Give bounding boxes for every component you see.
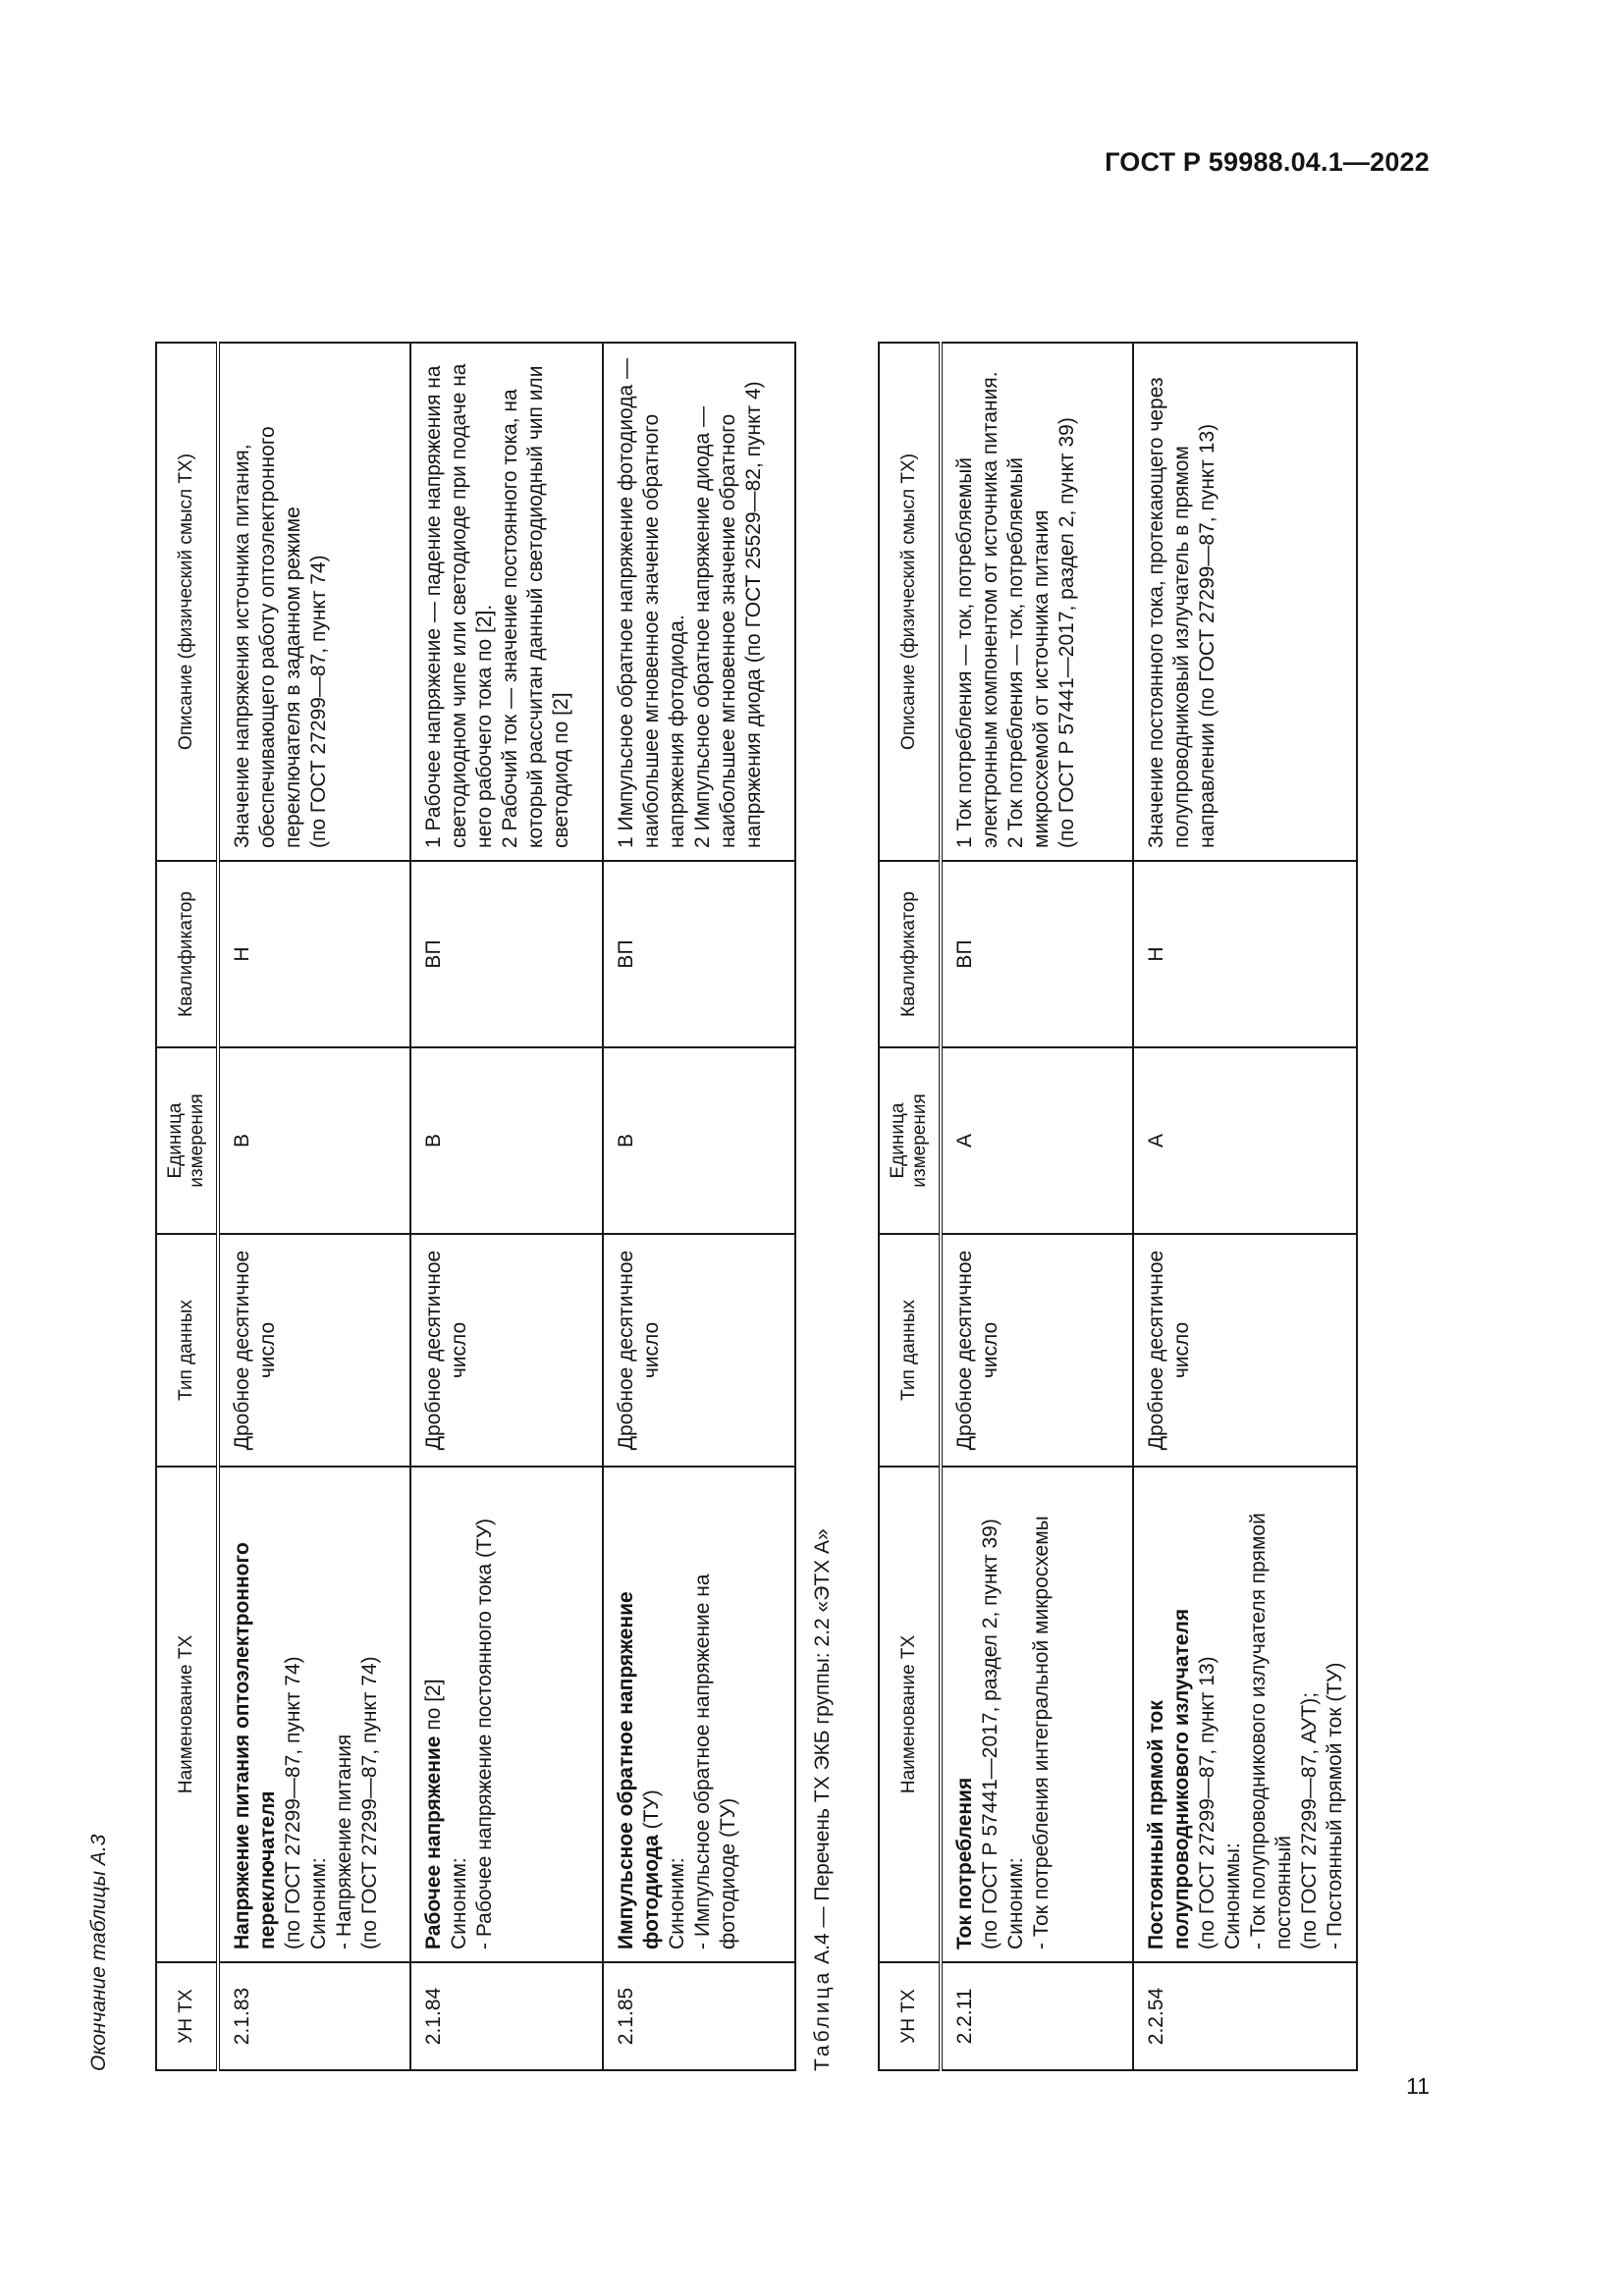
name-line: (по ГОСТ 27299—87, пункт 74) (282, 1656, 304, 1949)
table-row (410, 343, 603, 2070)
name-bold: Ток потребления (953, 1777, 976, 1949)
column-header-type: Тип данных (156, 1234, 218, 1467)
description-line: (по ГОСТ 27299—87, пункт 74) (307, 555, 330, 848)
table-a4-caption (810, 1528, 836, 2071)
cell-type: Дробное десятичное число (603, 1234, 795, 1467)
cell-unit: А (1133, 1047, 1357, 1234)
cell-unit: В (218, 1047, 410, 1234)
column-header-description: Описание (физический смысл ТХ) (879, 343, 941, 861)
name-line: - Напряжение питания (333, 1734, 355, 1949)
table-row (603, 343, 795, 2070)
name-line: Синоним: (448, 1857, 470, 1949)
table-a3-header-row (156, 343, 218, 2070)
cell-qualifier: ВП (603, 861, 795, 1047)
description-line: 1 Рабочее напряжение — падение напряжения на светодиодном чипе или светодиоде при подаче на него рабочего тока по [2]. (422, 363, 496, 848)
name-line: (по ГОСТ Р 57441—2017, раздел 2, пункт 39) (979, 1519, 1001, 1949)
cell-id: 2.1.85 (603, 1962, 795, 2070)
page-number: 11 (1406, 2073, 1430, 2099)
cell-description (410, 343, 603, 861)
description-line: 1 Импульсное обратное напряжение фотодиода — наибольшее мгновенное значение обратного напряжения фотодиода. (615, 357, 688, 848)
name-suffix: (ТУ) (640, 1789, 663, 1836)
cell-type: Дробное десятичное число (410, 1234, 603, 1467)
name-line: - Ток потребления интегральной микросхемы (1030, 1516, 1053, 1949)
cell-description (603, 343, 795, 861)
name-bold: Рабочее напряжение (422, 1735, 445, 1949)
description-line: 2 Рабочий ток — значение постоянного тока, на который рассчитан данный светодиодный чип или светодиод по [2] (499, 365, 572, 848)
name-line: Синонимы: (1221, 1842, 1244, 1949)
column-header-name: Наименование ТХ (879, 1467, 941, 1962)
cell-name (603, 1467, 795, 1962)
name-suffix: по [2] (422, 1679, 445, 1736)
name-line: - Рабочее напряжение постоянного тока (ТУ) (473, 1518, 496, 1949)
cell-id: 2.2.11 (941, 1962, 1133, 2070)
description-line: 2 Импульсное обратное напряжение диода — наибольшее мгновенное значение обратного напряжения диода (по ГОСТ 25529—82, пункт 4) (691, 381, 765, 848)
description-line: 2 Ток потребления — ток, потребляемый микросхемой от источника питания (1004, 456, 1053, 848)
column-header-type: Тип данных (879, 1234, 941, 1467)
name-line: Синоним: (1004, 1857, 1027, 1949)
cell-description (1133, 343, 1357, 861)
description-line: Значение постоянного тока, протекающего через полупроводниковый излучатель в прямом направлении (по ГОСТ 27299—87, пункт 13) (1145, 377, 1218, 848)
cell-name (218, 1467, 410, 1962)
cell-unit: А (941, 1047, 1133, 1234)
name-line: - Ток полупроводникового излучателя прямой постоянный (1247, 1513, 1295, 1949)
column-header-qualifier: Квалификатор (156, 861, 218, 1047)
cell-qualifier: ВП (941, 861, 1133, 1047)
table-row (218, 343, 410, 2070)
table-a4-header-row (879, 343, 941, 2070)
cell-unit: В (603, 1047, 795, 1234)
table-a3 (155, 342, 796, 2071)
name-bold: Импульсное обратное напряжение фотодиода (615, 1591, 663, 1949)
cell-description (218, 343, 410, 861)
table-row (1133, 343, 1357, 2070)
cell-unit: В (410, 1047, 603, 1234)
name-line: (по ГОСТ 27299—87, пункт 74) (358, 1656, 381, 1949)
rotated-page-content (79, 344, 1399, 2071)
column-header-description: Описание (физический смысл ТХ) (156, 343, 218, 861)
name-line: (по ГОСТ 27299—87, пункт 13) (1196, 1656, 1218, 1949)
cell-type: Дробное десятичное число (1133, 1234, 1357, 1467)
name-title-line (421, 1479, 447, 1949)
name-line: (по ГОСТ 27299—87, АУТ); (1298, 1691, 1321, 1949)
cell-type: Дробное десятичное число (941, 1234, 1133, 1467)
cell-description (941, 343, 1133, 861)
name-line: - Импульсное обратное напряжение на фотодиоде (ТУ) (691, 1574, 739, 1949)
description-line: (по ГОСТ Р 57441—2017, раздел 2, пункт 39) (1056, 417, 1078, 848)
cell-id: 2.1.84 (410, 1962, 603, 2070)
cell-name (410, 1467, 603, 1962)
table-a4-caption-prefix: Таблица (811, 1969, 834, 2071)
name-title-line (614, 1479, 665, 1949)
cell-type: Дробное десятичное число (218, 1234, 410, 1467)
table-a4-caption-text: А.4 — Перечень ТХ ЭКБ группы: 2.2 «ЭТХ А» (811, 1528, 834, 1964)
cell-qualifier: Н (1133, 861, 1357, 1047)
cell-id: 2.1.83 (218, 1962, 410, 2070)
table-row (941, 343, 1133, 2070)
table-a3-caption: Окончание таблицы А.3 (87, 1834, 110, 2071)
cell-qualifier: Н (218, 861, 410, 1047)
name-bold: Напряжение питания оптоэлектронного переключателя (231, 1542, 279, 1949)
column-header-id: УН ТХ (879, 1962, 941, 2070)
column-header-unit: Единица измерения (156, 1047, 218, 1234)
name-line: Синоним: (666, 1857, 688, 1949)
description-line: Значение напряжения источника питания, обеспечивающего работу оптоэлектронного переключателя в заданном режиме (231, 426, 304, 848)
cell-name (1133, 1467, 1357, 1962)
table-a4 (878, 342, 1358, 2071)
name-line: Синоним: (307, 1857, 330, 1949)
cell-qualifier: ВП (410, 861, 603, 1047)
description-line: 1 Ток потребления — ток, потребляемый электронным компонентом от источника питания. (953, 371, 1001, 848)
cell-id: 2.2.54 (1133, 1962, 1357, 2070)
name-line: - Постоянный прямой ток (ТУ) (1324, 1662, 1346, 1949)
column-header-name: Наименование ТХ (156, 1467, 218, 1962)
column-header-qualifier: Квалификатор (879, 861, 941, 1047)
cell-name (941, 1467, 1133, 1962)
name-bold: Постоянный прямой ток полупроводникового излучателя (1145, 1608, 1193, 1949)
document-header: ГОСТ Р 59988.04.1—2022 (1105, 147, 1430, 177)
column-header-id: УН ТХ (156, 1962, 218, 2070)
column-header-unit: Единица измерения (879, 1047, 941, 1234)
